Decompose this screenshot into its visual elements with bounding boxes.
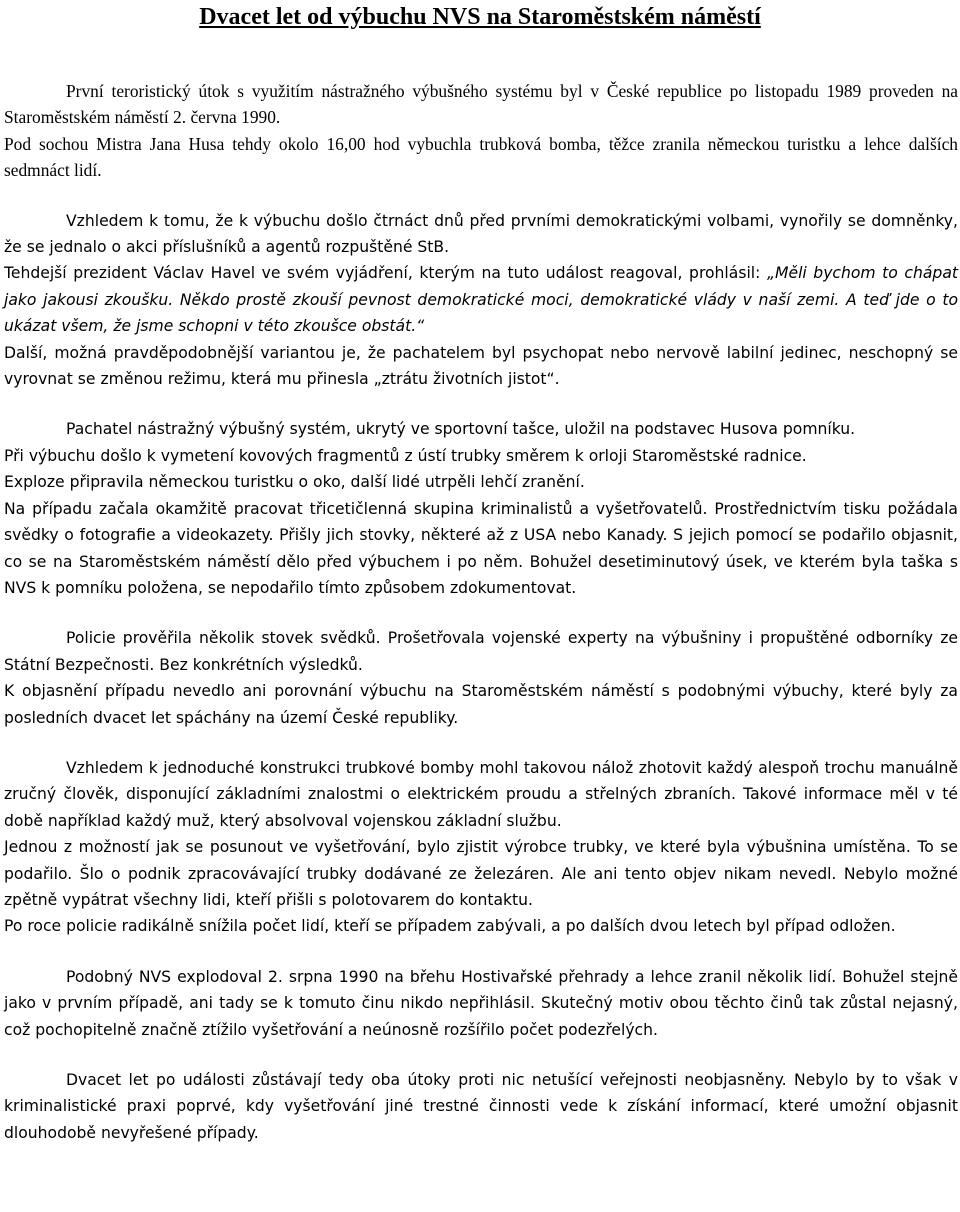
paragraph-havel-statement	[4, 260, 958, 339]
paragraph-psychopat-theory: Další, možná pravděpodobnější variantou je, že pachatelem byl psychopat nebo nervově labilní jedinec, neschopný se vyrovnat se změnou režimu, která mu přinesla „ztrátu životních jistot“.	[4, 343, 958, 389]
havel-lead-text: Tehdejší prezident Václav Havel ve svém vyjádření, kterým na tuto událost reagoval, prohlásil:	[4, 264, 767, 283]
paragraph-hostivar: Podobný NVS explodoval 2. srpna 1990 na břehu Hostivařské přehrady a lehce zranil několik lidí. Bohužel stejně jako v prvním případě, ani tady se k tomuto činu nikdo nepřihlásil. Skutečný motiv obou těchto činů tak zůstal nejasný, což pochopitelně značně ztížilo vyšetřování a neúnosně rozšířilo počet podezřelých.	[4, 967, 958, 1039]
paragraph-fragments: Při výbuchu došlo k vymetení kovových fragmentů z ústí trubky směrem k orloji Staroměstské radnice.	[4, 446, 807, 465]
paragraph-intro: První teroristický útok s využitím nástražného výbušného systému byl v České republice po listopadu 1989 proveden na Staroměstském náměstí 2. června 1990.	[4, 81, 958, 128]
paragraph-witnesses: Policie prověřila několik stovek svědků. Prošetřovala vojenské experty na výbušniny i propuštěné odborníky ze Státní Bezpečnosti. Bez konkrétních výsledků.	[4, 629, 958, 674]
document-body	[4, 78, 958, 1146]
paragraph-device-placement: Pachatel nástražný výbušný systém, ukrytý ve sportovní tašce, uložil na podstavec Husova pomníku.	[66, 420, 856, 439]
paragraph-pipe-manufacturer: Jednou z možností jak se posunout ve vyšetřování, bylo zjistit výrobce trubky, ve které byla výbušnina umístěna. To se podařilo. Šlo o podnik zpracovávající trubky dodávané ze železáren. Ale ani tento objev nikam nevedl. Nebylo možné zpětně vypátrat všechny lidi, kteří přišli s polotovarem do kontaktu.	[4, 838, 958, 909]
paragraph-stb-theory: Vzhledem k tomu, že k výbuchu došlo čtrnáct dnů před prvními demokratickými volbami, vynořily se domněnky, že se jednalo o akci příslušníků a agentů rozpuštěné StB.	[4, 211, 958, 257]
paragraph-comparison: K objasnění případu nevedlo ani porovnání výbuchu na Staroměstském náměstí s podobnými výbuchy, které byly za posledních dvacet let spáchány na území České republiky.	[4, 682, 958, 727]
paragraph-investigation: Na případu začala okamžitě pracovat třicetičlenná skupina kriminalistů a vyšetřovatelů. Prostřednictvím tisku požádala svědky o fotografie a videokazety. Přišly jich stovky, některé až z USA nebo Kanady. S jejich pomocí se podařilo objasnit, co se na Staroměstském náměstí dělo před výbuchem i po něm. Bohužel desetiminutový úsek, ve kterém byla taška s NVS k pomníku položena, se nepodařilo tímto způsobem zdokumentovat.	[4, 499, 958, 597]
paragraph-case-closed: Po roce policie radikálně snížila počet lidí, kteří se případem zabývali, a po dalších dvou letech byl případ odložen.	[4, 917, 896, 936]
paragraph-injuries: Exploze připravila německou turistku o oko, další lidé utrpěli lehčí zranění.	[4, 473, 585, 492]
havel-quote: „Měli bychom to chápat jako jakousi zkoušku. Někdo prostě zkouší pevnost demokratické moci, demokratické vlády v naší zemi. A teď jde o to ukázat všem, že jsme schopni v této zkoušce obstát.“	[4, 264, 958, 336]
document-title: Dvacet let od výbuchu NVS na Staroměstském náměstí	[199, 4, 761, 30]
paragraph-construction: Vzhledem k jednoduché konstrukci trubkové bomby mohl takovou nálož zhotovit každý alespoň trochu manuálně zručný člověk, disponující základními znalostmi o elektrickém proudu a střelných zbraních. Takové informace měl v té době například každý muž, který absolvoval vojenskou základní službu.	[4, 758, 958, 830]
paragraph-conclusion: Dvacet let po události zůstávají tedy oba útoky proti nic netušící veřejnosti neobjasněny. Nebylo by to však v kriminalistické praxi poprvé, kdy vyšetřování jiné trestné činnosti vede k získání informací, které umožní objasnit dlouhodobě nevyřešené případy.	[4, 1071, 958, 1142]
paragraph-explosion: Pod sochou Mistra Jana Husa tehdy okolo 16,00 hod vybuchla trubková bomba, těžce zranila německou turistku a lehce dalších sedmnáct lidí.	[4, 133, 958, 181]
